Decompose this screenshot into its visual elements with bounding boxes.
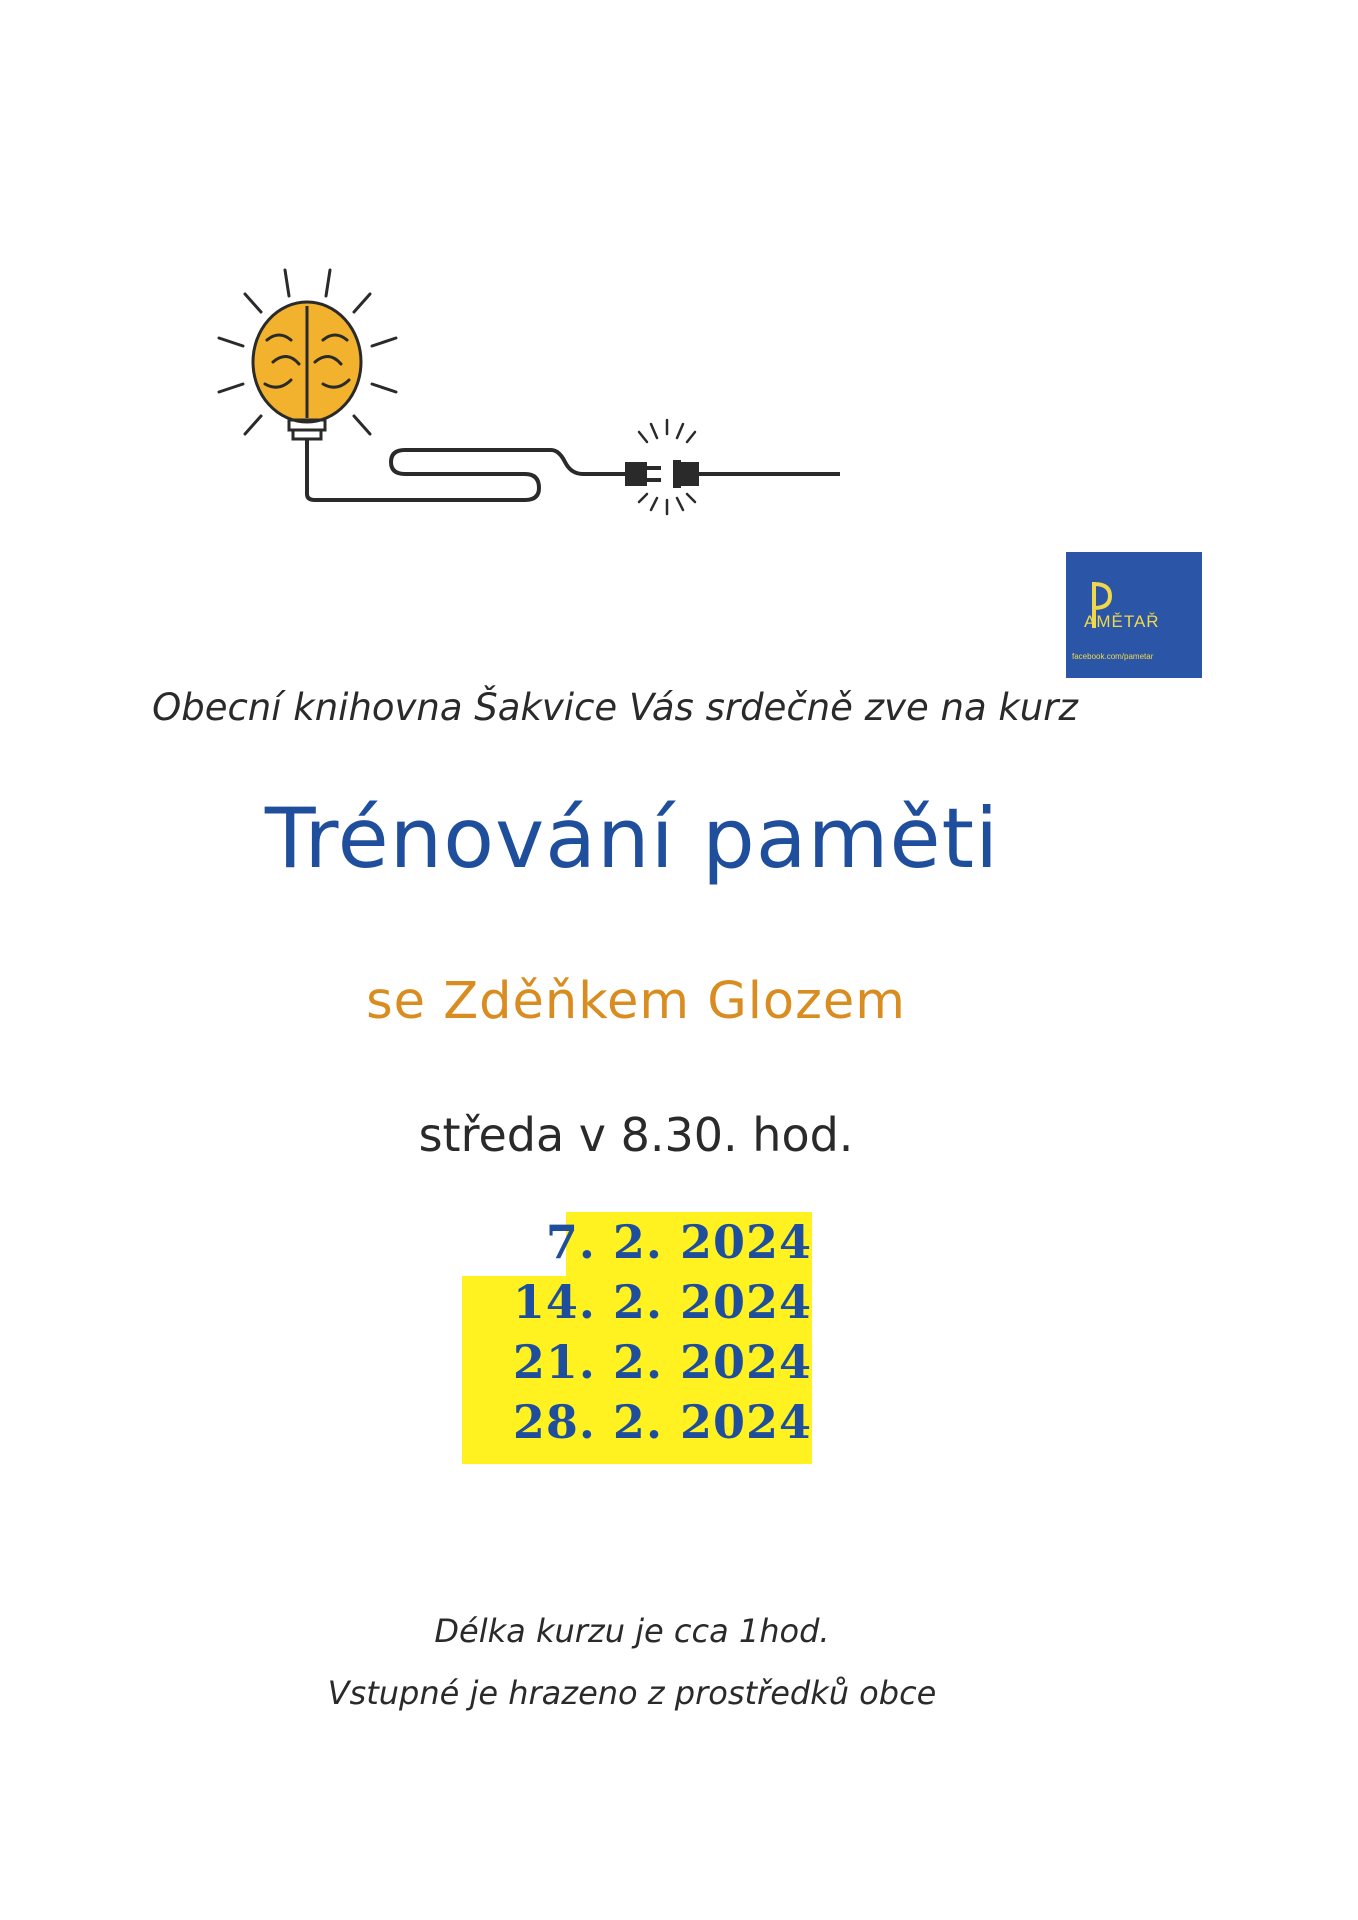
schedule-time: středa v 8.30. hod. bbox=[418, 1108, 854, 1162]
presenter-subtitle: se Zděňkem Glozem bbox=[366, 972, 906, 1031]
date-list bbox=[462, 1212, 812, 1452]
brain-icon bbox=[253, 302, 361, 439]
date-item: 28. 2. 2024 bbox=[512, 1395, 812, 1449]
pametar-logo bbox=[1066, 552, 1202, 678]
date-item: 21. 2. 2024 bbox=[512, 1335, 812, 1389]
page-title: Trénování paměti bbox=[264, 790, 1000, 887]
brain-plug-illustration bbox=[215, 262, 855, 522]
logo-url: facebook.com/pametar bbox=[1072, 652, 1154, 661]
date-item: 14. 2. 2024 bbox=[512, 1275, 812, 1329]
socket-icon bbox=[673, 460, 840, 488]
cable-icon bbox=[307, 440, 625, 500]
plug-icon bbox=[625, 462, 661, 486]
course-duration: Délka kurzu je cca 1hod. bbox=[434, 1612, 830, 1650]
invitation-text: Obecní knihovna Šakvice Vás srdečně zve na kurz bbox=[152, 686, 1078, 729]
admission-note: Vstupné je hrazeno z prostředků obce bbox=[327, 1674, 937, 1712]
logo-brand: AMĚTAŘ bbox=[1084, 612, 1160, 631]
date-item: 7. 2. 2024 bbox=[545, 1215, 812, 1269]
